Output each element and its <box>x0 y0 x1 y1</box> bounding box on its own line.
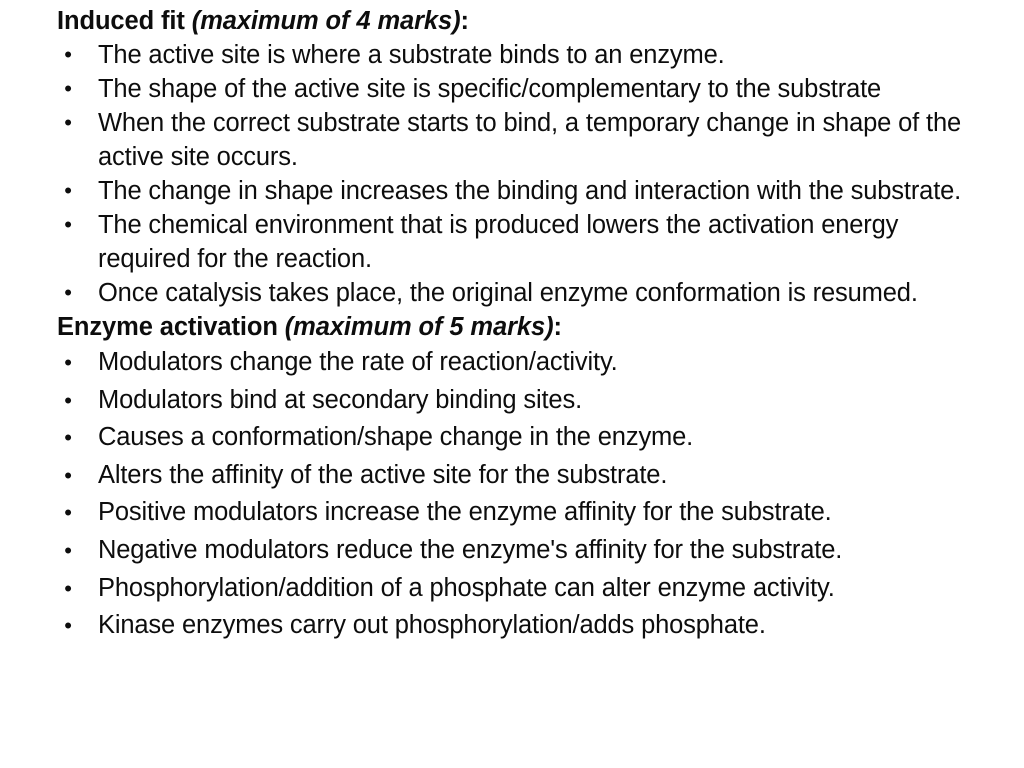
list-item <box>57 208 965 276</box>
bullet-point-icon: • <box>64 178 72 203</box>
list-item <box>57 457 965 495</box>
list-item <box>57 106 965 174</box>
list-item <box>57 532 965 570</box>
list-item-text: Modulators bind at secondary binding sites. <box>98 385 583 414</box>
bullet-point-icon: • <box>64 280 72 305</box>
bullet-point-icon: • <box>64 76 72 101</box>
heading-colon-enzyme-activation: : <box>553 313 562 341</box>
heading-title-induced-fit: Induced fit <box>57 7 192 35</box>
bullet-point-icon: • <box>64 425 72 451</box>
section-heading-enzyme-activation <box>57 310 965 344</box>
list-item-text: Once catalysis takes place, the original enzyme conformation is resumed. <box>98 279 918 307</box>
bullet-point-icon: • <box>64 387 72 413</box>
content-body <box>57 4 965 645</box>
bullet-point-icon: • <box>64 613 72 639</box>
bullet-point-icon: • <box>64 575 72 601</box>
list-item-text: Negative modulators reduce the enzyme's affinity for the substrate. <box>98 535 843 564</box>
heading-title-enzyme-activation: Enzyme activation <box>57 313 285 341</box>
list-item-text: Modulators change the rate of reaction/activity. <box>98 348 618 376</box>
list-item-text: The change in shape increases the binding and interaction with the substrate. <box>98 177 962 205</box>
bullet-point-icon: • <box>64 42 72 67</box>
bullet-point-icon: • <box>64 110 72 135</box>
heading-marks-enzyme-activation: (maximum of 5 marks) <box>284 313 554 341</box>
list-item <box>57 570 965 608</box>
list-item <box>57 174 965 208</box>
list-item <box>57 607 965 645</box>
bullet-point-icon: • <box>64 537 72 563</box>
section-heading-induced-fit <box>57 4 965 38</box>
bullet-point-icon: • <box>64 350 72 375</box>
list-item-text: The chemical environment that is produced lowers the activation energy required for the reaction. <box>98 211 899 273</box>
list-item-text: The active site is where a substrate binds to an enzyme. <box>98 41 725 69</box>
list-item-text: When the correct substrate starts to bind, a temporary change in shape of the active site occurs. <box>98 109 962 171</box>
bullet-point-icon: • <box>64 212 72 237</box>
bullet-list-induced-fit <box>57 38 965 310</box>
list-item <box>57 419 965 457</box>
list-item-text: The shape of the active site is specific/complementary to the substrate <box>98 75 882 103</box>
bullet-point-icon: • <box>64 462 72 488</box>
list-item <box>57 72 965 106</box>
list-item-text: Kinase enzymes carry out phosphorylation/adds phosphate. <box>98 611 766 640</box>
list-item-text: Alters the affinity of the active site for the substrate. <box>98 460 668 489</box>
list-item <box>57 276 965 310</box>
list-item <box>57 38 965 72</box>
bullet-list-enzyme-activation <box>57 344 965 645</box>
list-item <box>57 494 965 532</box>
heading-colon-induced-fit: : <box>460 7 469 35</box>
list-item <box>57 344 965 382</box>
heading-marks-induced-fit: (maximum of 4 marks) <box>191 7 461 35</box>
bullet-point-icon: • <box>64 500 72 526</box>
list-item-text: Phosphorylation/addition of a phosphate can alter enzyme activity. <box>98 573 835 602</box>
list-item-text: Positive modulators increase the enzyme affinity for the substrate. <box>98 498 832 527</box>
list-item-text: Causes a conformation/shape change in the enzyme. <box>98 423 694 452</box>
list-item <box>57 382 965 420</box>
